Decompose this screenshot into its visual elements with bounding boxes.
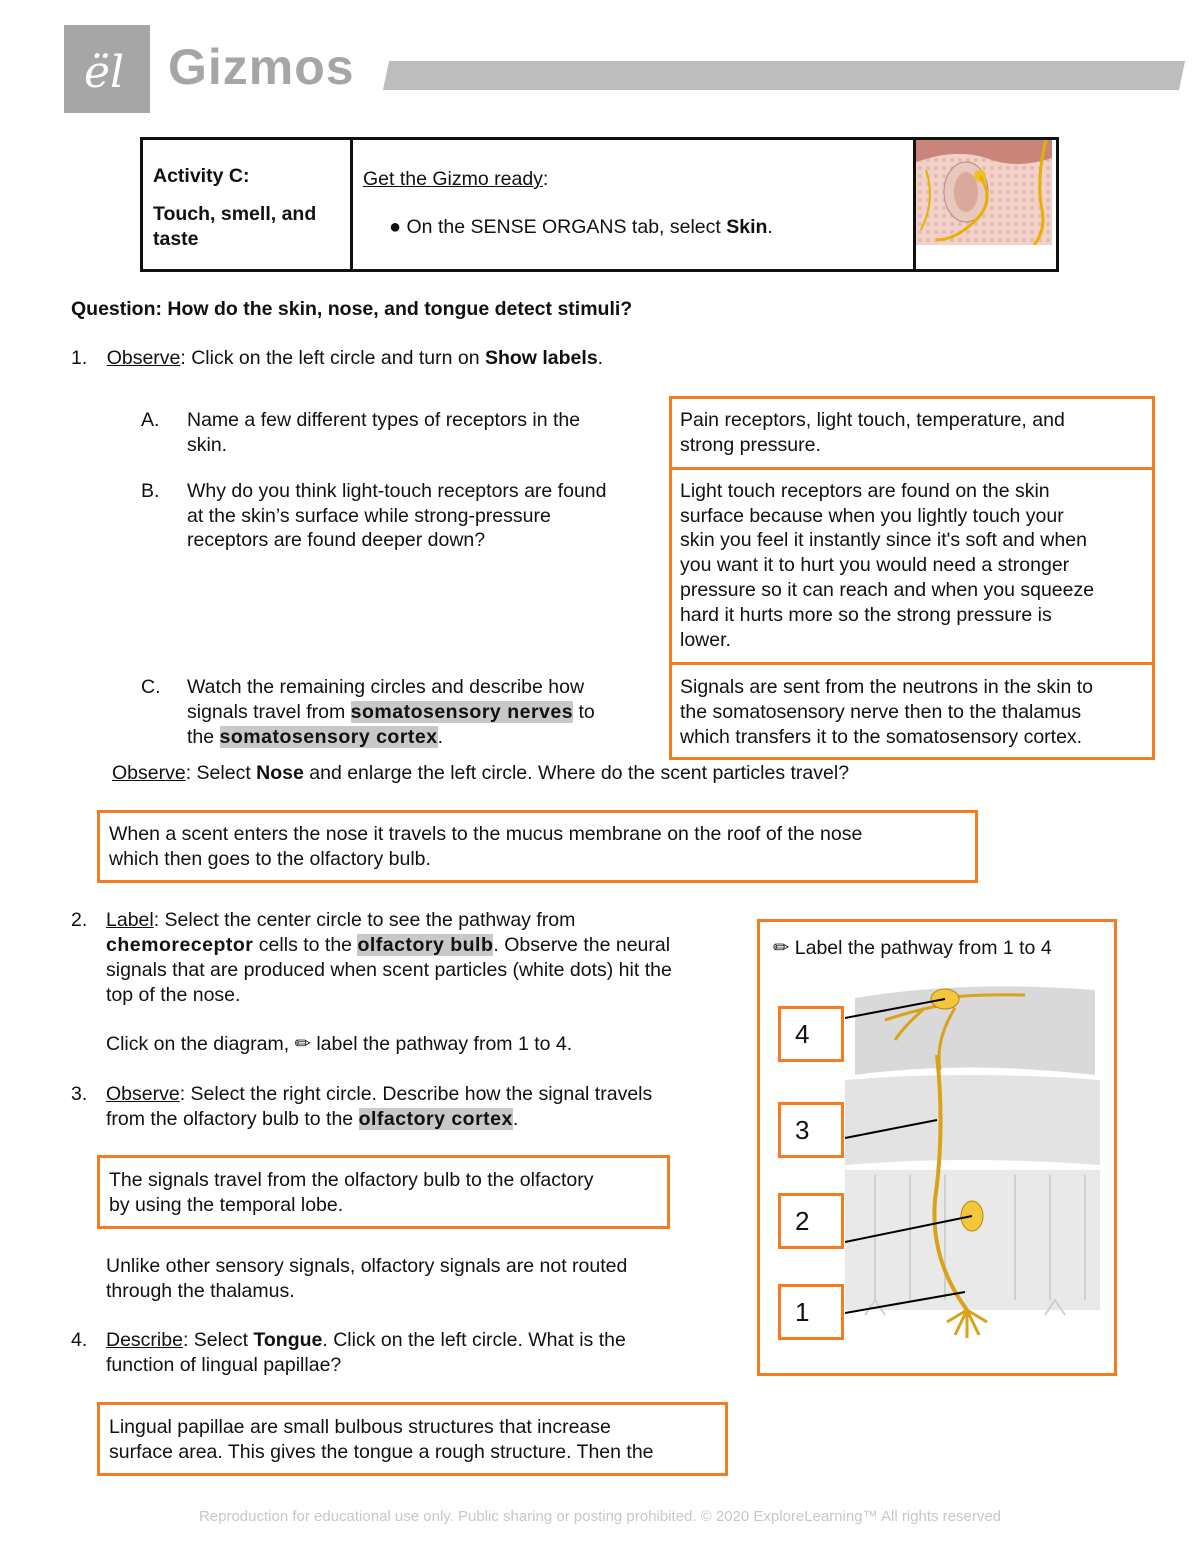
q4-tongue: Tongue bbox=[253, 1329, 323, 1351]
activity-table bbox=[140, 137, 1059, 272]
answer-q1c-line-3: which transfers it to the somatosensory cortex. bbox=[680, 726, 1083, 748]
answer-q1c-line-1: Signals are sent from the neutrons in the skin to bbox=[680, 676, 1093, 698]
olfactory-bulb-layer bbox=[855, 986, 1095, 1075]
q4-line-2: function of lingual papillae? bbox=[106, 1354, 342, 1376]
q4-line1-end: . Click on the left circle. What is the bbox=[322, 1329, 626, 1351]
q2-line-1 bbox=[106, 908, 575, 933]
q2-line2-mid: cells to the bbox=[253, 934, 358, 956]
answer-q1b-line-1: Light touch receptors are found on the skin bbox=[680, 480, 1050, 502]
q1c-letter: C. bbox=[141, 676, 161, 698]
svg-text:ël: ël bbox=[84, 47, 125, 98]
q1b-line-2: at the skin’s surface while strong-pressure bbox=[187, 505, 551, 527]
question-heading: Question: How do the skin, nose, and tongue detect stimuli? bbox=[71, 298, 633, 320]
cribriform-plate-layer bbox=[845, 1075, 1100, 1165]
diagram-label-box-4[interactable]: 4 bbox=[778, 1006, 844, 1062]
el-logo-icon bbox=[64, 25, 150, 113]
q4-line1-pre: : Select bbox=[182, 1329, 254, 1351]
answer-q3-line-1: The signals travel from the olfactory bulb to the olfactory bbox=[109, 1169, 594, 1191]
q2-line2-end: . Observe the neural bbox=[493, 934, 671, 956]
brand-wordmark: Gizmos bbox=[168, 39, 355, 95]
q1c-line2-pre: signals travel from bbox=[187, 701, 351, 723]
answer-nose-line-1: When a scent enters the nose it travels to the mucus membrane on the roof of the nose bbox=[109, 823, 863, 845]
answer-q1b-line-4: you want it to hurt you would need a stronger bbox=[680, 554, 1070, 576]
highlight-olfactory-bulb: olfactory bulb bbox=[357, 934, 494, 956]
q1a-line-2: skin. bbox=[187, 434, 228, 456]
q1b-letter: B. bbox=[141, 480, 160, 502]
q4-number: 4. bbox=[71, 1329, 88, 1351]
q4-lead: Describe bbox=[106, 1329, 183, 1351]
answer-q1b-line-2: surface because when you lightly touch your bbox=[680, 505, 1064, 527]
observe-nose-pre: : Select bbox=[185, 762, 257, 784]
answer-nose-line-2: which then goes to the olfactory bulb. bbox=[109, 848, 431, 870]
answer-q1b-line-3: skin you feel it instantly since it's soft and when bbox=[680, 529, 1087, 551]
header-bar bbox=[383, 61, 1185, 90]
instruction-text: On the SENSE ORGANS tab, select bbox=[406, 216, 727, 238]
ready-colon: : bbox=[542, 168, 549, 190]
q1c-line-3 bbox=[187, 725, 443, 750]
q3-line1-text: : Select the right circle. Describe how the signal travels bbox=[179, 1083, 653, 1105]
q3-line2-pre: from the olfactory bulb to the bbox=[106, 1108, 359, 1130]
observe-nose-line bbox=[112, 761, 849, 786]
q1b-line-3: receptors are found deeper down? bbox=[187, 529, 486, 551]
answer-q1c-line-2: the somatosensory nerve then to the thalamus bbox=[680, 701, 1082, 723]
q1-lead: Observe bbox=[106, 347, 181, 369]
observe-nose-end: and enlarge the left circle. Where do the scent particles travel? bbox=[303, 762, 850, 784]
highlight-olfactory-cortex: olfactory cortex bbox=[358, 1108, 513, 1130]
answer-q4-line-2: surface area. This gives the tongue a rough structure. Then the bbox=[109, 1441, 654, 1463]
skin-thumbnail-image bbox=[916, 140, 1052, 245]
q3-note-line-2: through the thalamus. bbox=[106, 1280, 295, 1302]
q2-line-3: signals that are produced when scent particles (white dots) hit the bbox=[106, 959, 672, 981]
q2-line1-text: : Select the center circle to see the pathway from bbox=[153, 909, 576, 931]
answer-q1b-line-5: pressure so it can reach and when you squeeze bbox=[680, 579, 1095, 601]
answer-q1b-line-6: hard it hurts more so the strong pressure is bbox=[680, 604, 1052, 626]
q3-line-1 bbox=[106, 1082, 652, 1107]
instruction-end: . bbox=[767, 216, 773, 238]
bullet-icon: ● bbox=[389, 216, 402, 238]
olfactory-epithelium-layer bbox=[845, 1170, 1100, 1310]
answer-q1a-line-2: strong pressure. bbox=[680, 434, 821, 456]
q3-line2-end: . bbox=[512, 1108, 519, 1130]
q1-text: : Click on the left circle and turn on bbox=[180, 347, 485, 369]
q1c-line3-pre: the bbox=[187, 726, 220, 748]
q2-lead: Label bbox=[106, 909, 154, 931]
answer-q4-line-1: Lingual papillae are small bulbous structures that increase bbox=[109, 1416, 611, 1438]
q2-number: 2. bbox=[71, 909, 88, 931]
q2-line-4: top of the nose. bbox=[106, 984, 241, 1006]
q1-show-labels: Show labels bbox=[484, 347, 598, 369]
q3-line-2 bbox=[106, 1107, 518, 1132]
q3-lead: Observe bbox=[106, 1083, 180, 1105]
footer-copyright: Reproduction for educational use only. Public sharing or posting prohibited. © 2020 ExploreLearning™ All rights reserved bbox=[198, 1508, 1002, 1525]
ready-label: Get the Gizmo ready bbox=[363, 168, 543, 190]
q2-line-2 bbox=[106, 933, 670, 958]
diagram-label-box-1[interactable]: 1 bbox=[778, 1284, 844, 1340]
highlight-somatosensory-nerves: somatosensory nerves bbox=[350, 701, 574, 723]
q1a-letter: A. bbox=[141, 409, 160, 431]
q1-end: . bbox=[597, 347, 604, 369]
q2-line-5: Click on the diagram, ✏ label the pathway from 1 to 4. bbox=[106, 1033, 573, 1055]
q1-number: 1. bbox=[71, 347, 88, 369]
diagram-label-box-3[interactable]: 3 bbox=[778, 1102, 844, 1158]
gizmos-logo-mark bbox=[64, 25, 150, 113]
q3-number: 3. bbox=[71, 1083, 88, 1105]
activity-title-cell bbox=[142, 139, 352, 271]
q1c-line-2 bbox=[187, 700, 595, 725]
observe-nose-lead: Observe bbox=[112, 762, 186, 784]
q3-note-line-1: Unlike other sensory signals, olfactory signals are not routed bbox=[106, 1255, 628, 1277]
olfactory-pathway-diagram[interactable] bbox=[845, 980, 1100, 1350]
q1-line bbox=[71, 346, 603, 371]
activity-subtitle: Touch, smell, and taste bbox=[153, 203, 317, 250]
diagram-label-box-2[interactable]: 2 bbox=[778, 1193, 844, 1249]
activity-image-cell bbox=[915, 139, 1058, 271]
q1a-line-1: Name a few different types of receptors in the bbox=[187, 409, 581, 431]
instruction-skin: Skin bbox=[726, 216, 768, 238]
q1c-line3-end: . bbox=[437, 726, 444, 748]
q4-line-1 bbox=[106, 1328, 626, 1353]
highlight-somatosensory-cortex: somatosensory cortex bbox=[219, 726, 438, 748]
answer-q3-line-2: by using the temporal lobe. bbox=[109, 1194, 344, 1216]
q1c-line-1: Watch the remaining circles and describe how bbox=[187, 676, 585, 698]
answer-q1a-line-1: Pain receptors, light touch, temperature, and bbox=[680, 409, 1065, 431]
activity-title: Activity C: bbox=[153, 165, 250, 187]
answer-q1b-line-7: lower. bbox=[680, 629, 731, 651]
q1c-line2-end: to bbox=[573, 701, 595, 723]
q2-chemoreceptor: chemoreceptor bbox=[106, 934, 254, 956]
diagram-title: ✏ Label the pathway from 1 to 4 bbox=[773, 937, 1052, 959]
q1b-line-1: Why do you think light-touch receptors are found bbox=[187, 480, 607, 502]
observe-nose-bold: Nose bbox=[256, 762, 304, 784]
activity-instructions-cell bbox=[352, 139, 915, 271]
